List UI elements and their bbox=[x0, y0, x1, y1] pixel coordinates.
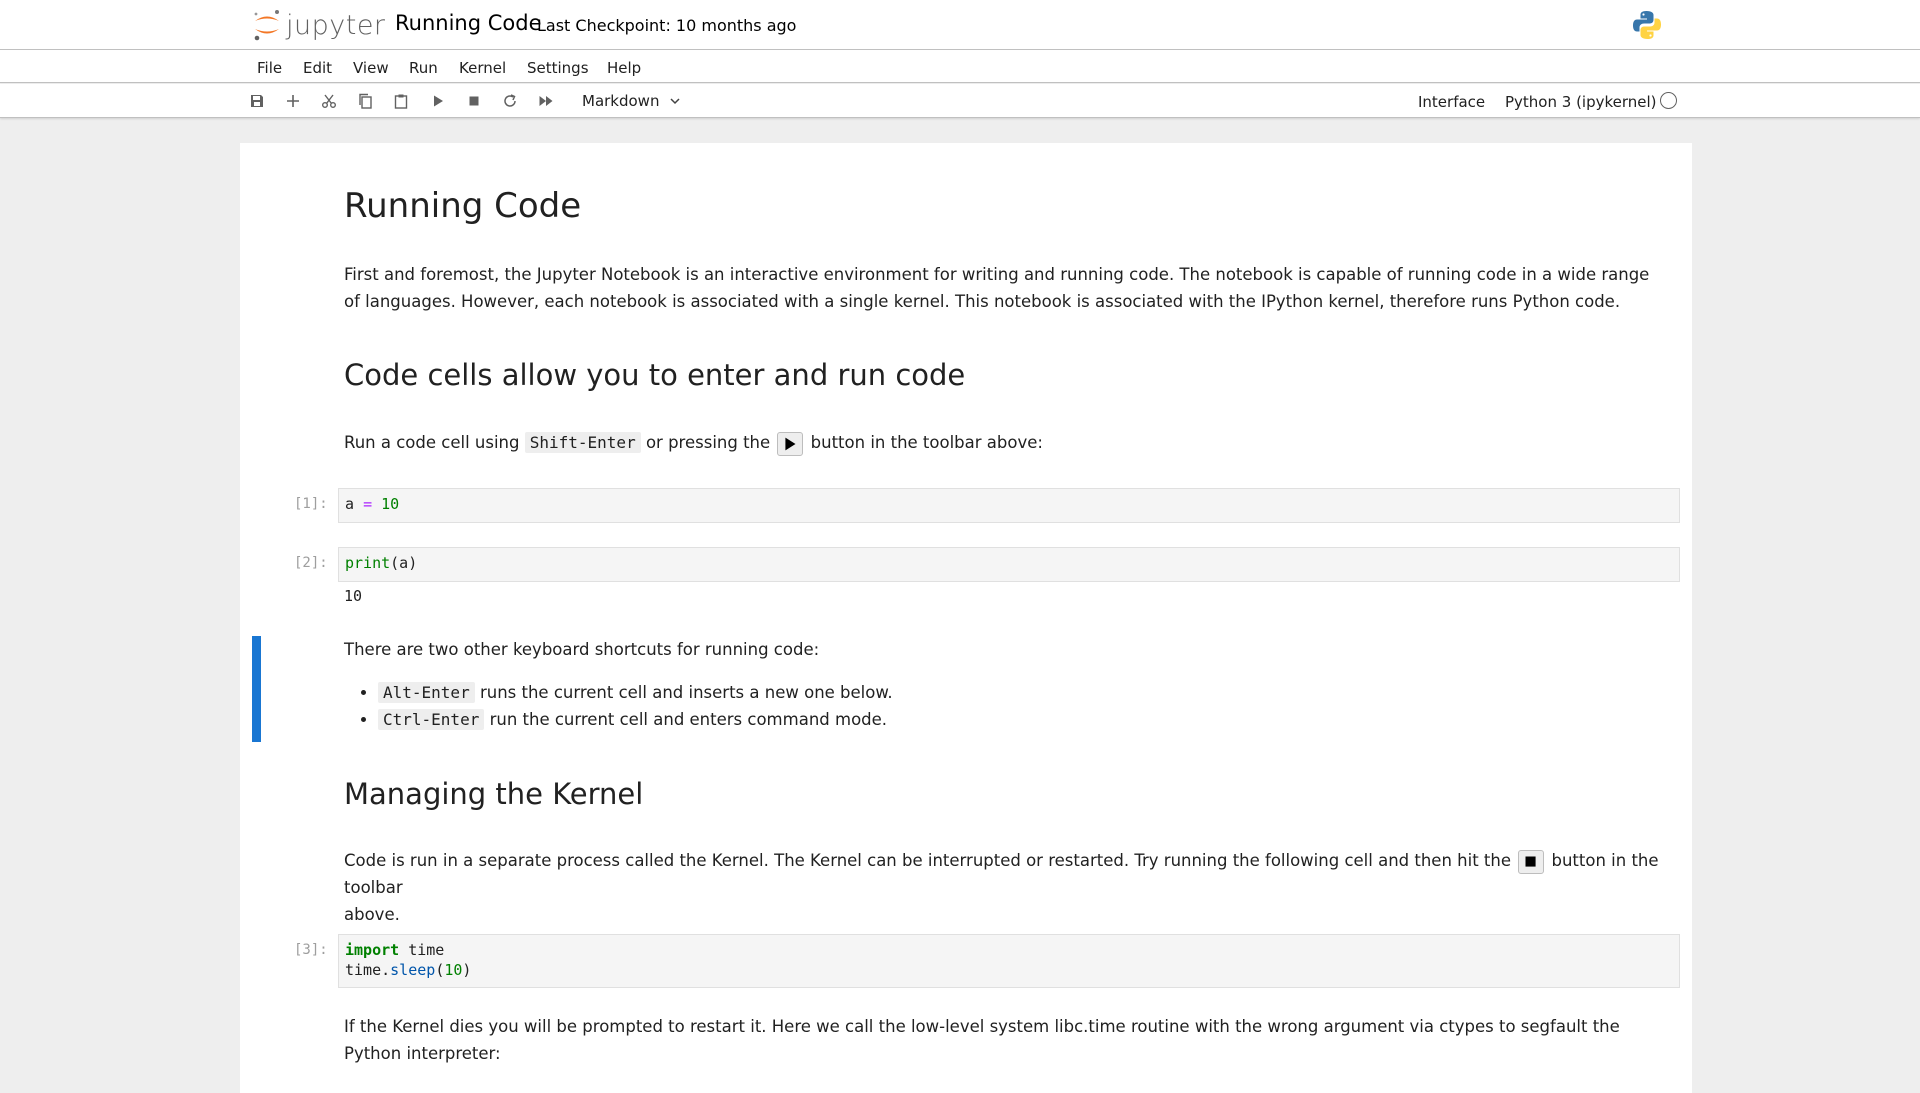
stop-icon bbox=[1518, 850, 1544, 874]
kernel-text-tail: above. bbox=[344, 905, 400, 924]
notebook-title[interactable]: Running Code bbox=[395, 11, 542, 35]
run-instructions-paragraph bbox=[344, 429, 1664, 456]
menu-help[interactable]: Help bbox=[607, 59, 642, 77]
kernel-text-post: button in the toolbar bbox=[344, 851, 1659, 897]
active-cell-indicator bbox=[252, 636, 261, 742]
heading-managing-kernel: Managing the Kernel bbox=[344, 777, 644, 811]
menu-settings[interactable]: Settings bbox=[527, 59, 589, 77]
jupyter-logo-icon bbox=[252, 8, 282, 42]
code-cell-3[interactable] bbox=[338, 934, 1680, 988]
run-button[interactable] bbox=[429, 92, 447, 110]
top-header bbox=[0, 0, 1920, 50]
code-token: import bbox=[345, 941, 400, 959]
run-text-mid: or pressing the bbox=[645, 433, 771, 452]
cell-output: 10 bbox=[344, 587, 363, 605]
code-token: time bbox=[408, 941, 445, 959]
kernel-dies-paragraph: If the Kernel dies you will be prompted to restart it. Here we call the low-level system libc.time routine with the wrong argument via ctypes to segfault the Python interpreter: bbox=[344, 1017, 1620, 1063]
shortcuts-paragraph: There are two other keyboard shortcuts for running code: bbox=[344, 640, 820, 659]
menu-kernel[interactable]: Kernel bbox=[459, 59, 507, 77]
code-token: time. bbox=[345, 961, 391, 979]
chevron-down-icon bbox=[669, 95, 681, 107]
save-button[interactable] bbox=[248, 92, 266, 110]
cell-type-value: Markdown bbox=[582, 92, 660, 110]
copy-icon bbox=[357, 93, 373, 109]
play-icon bbox=[430, 93, 446, 109]
interface-switcher[interactable]: Interface bbox=[1418, 93, 1486, 111]
restart-button[interactable] bbox=[501, 92, 519, 110]
code-token: ) bbox=[462, 961, 472, 979]
code-token: (a) bbox=[390, 554, 418, 572]
list-item bbox=[378, 706, 1544, 733]
list-item bbox=[378, 679, 1544, 706]
cell-type-select[interactable] bbox=[582, 92, 681, 110]
stop-icon bbox=[466, 93, 482, 109]
kernel-paragraph bbox=[344, 847, 1664, 928]
code-token: ( bbox=[435, 961, 445, 979]
code-line bbox=[345, 940, 1673, 960]
plus-icon bbox=[285, 93, 301, 109]
jupyter-logo[interactable] bbox=[252, 6, 386, 44]
menu-file[interactable]: File bbox=[257, 59, 283, 77]
kernel-text-pre: Code is run in a separate process called the Kernel. The Kernel can be interrupted or restarted. Try running the following cell and then hit the bbox=[344, 851, 1511, 870]
list-item-text: runs the current cell and inserts a new one below. bbox=[479, 683, 893, 702]
kernel-name[interactable]: Python 3 (ipykernel) bbox=[1505, 93, 1657, 111]
code-cell-2[interactable] bbox=[338, 547, 1680, 582]
insert-cell-button[interactable] bbox=[284, 92, 302, 110]
list-item-text: run the current cell and enters command mode. bbox=[489, 710, 888, 729]
intro-paragraph: First and foremost, the Jupyter Notebook is an interactive environment for writing and running code. The notebook is capable of running code in a wide range of languages. However, each notebook is associated with a single kernel. This notebook is associated with the IPython kernel, therefore runs Python code. bbox=[344, 265, 1650, 311]
code-token: 10 bbox=[444, 961, 463, 979]
fast-forward-icon bbox=[538, 93, 554, 109]
menu-run[interactable]: Run bbox=[409, 59, 438, 77]
menu-edit[interactable]: Edit bbox=[303, 59, 333, 77]
menu-bar bbox=[0, 50, 1920, 83]
play-icon bbox=[777, 432, 803, 456]
code-token: = bbox=[363, 495, 373, 513]
notebook-panel bbox=[240, 143, 1692, 1093]
alt-enter-code: Alt-Enter bbox=[378, 682, 475, 703]
python-logo-icon bbox=[1632, 10, 1662, 40]
save-icon bbox=[249, 93, 265, 109]
restart-run-all-button[interactable] bbox=[537, 92, 555, 110]
code-token: print bbox=[345, 554, 391, 572]
shortcuts-list bbox=[344, 679, 1544, 733]
run-text-pre: Run a code cell using bbox=[344, 433, 520, 452]
code-token: sleep bbox=[390, 961, 436, 979]
notebook-toolbar bbox=[0, 84, 1920, 118]
code-token: a bbox=[345, 495, 355, 513]
interrupt-button[interactable] bbox=[465, 92, 483, 110]
cut-button[interactable] bbox=[320, 92, 338, 110]
refresh-icon bbox=[502, 93, 518, 109]
menu-view[interactable]: View bbox=[353, 59, 389, 77]
copy-button[interactable] bbox=[356, 92, 374, 110]
heading-running-code: Running Code bbox=[344, 186, 582, 226]
cell-prompt: [3]: bbox=[294, 942, 328, 958]
scissors-icon bbox=[321, 93, 337, 109]
checkpoint-status: Last Checkpoint: 10 months ago bbox=[537, 16, 797, 35]
clipboard-icon bbox=[393, 93, 409, 109]
heading-code-cells: Code cells allow you to enter and run code bbox=[344, 358, 966, 392]
paste-button[interactable] bbox=[392, 92, 410, 110]
logo-text: jupyter bbox=[286, 9, 386, 41]
run-text-post: button in the toolbar above: bbox=[810, 433, 1043, 452]
code-cell-1[interactable] bbox=[338, 488, 1680, 523]
cell-prompt: [2]: bbox=[294, 555, 328, 571]
kernel-status-indicator bbox=[1660, 92, 1677, 109]
cell-prompt: [1]: bbox=[294, 496, 328, 512]
code-token: 10 bbox=[381, 495, 400, 513]
ctrl-enter-code: Ctrl-Enter bbox=[378, 709, 484, 730]
code-line bbox=[345, 960, 1673, 980]
shift-enter-code: Shift-Enter bbox=[525, 432, 641, 453]
